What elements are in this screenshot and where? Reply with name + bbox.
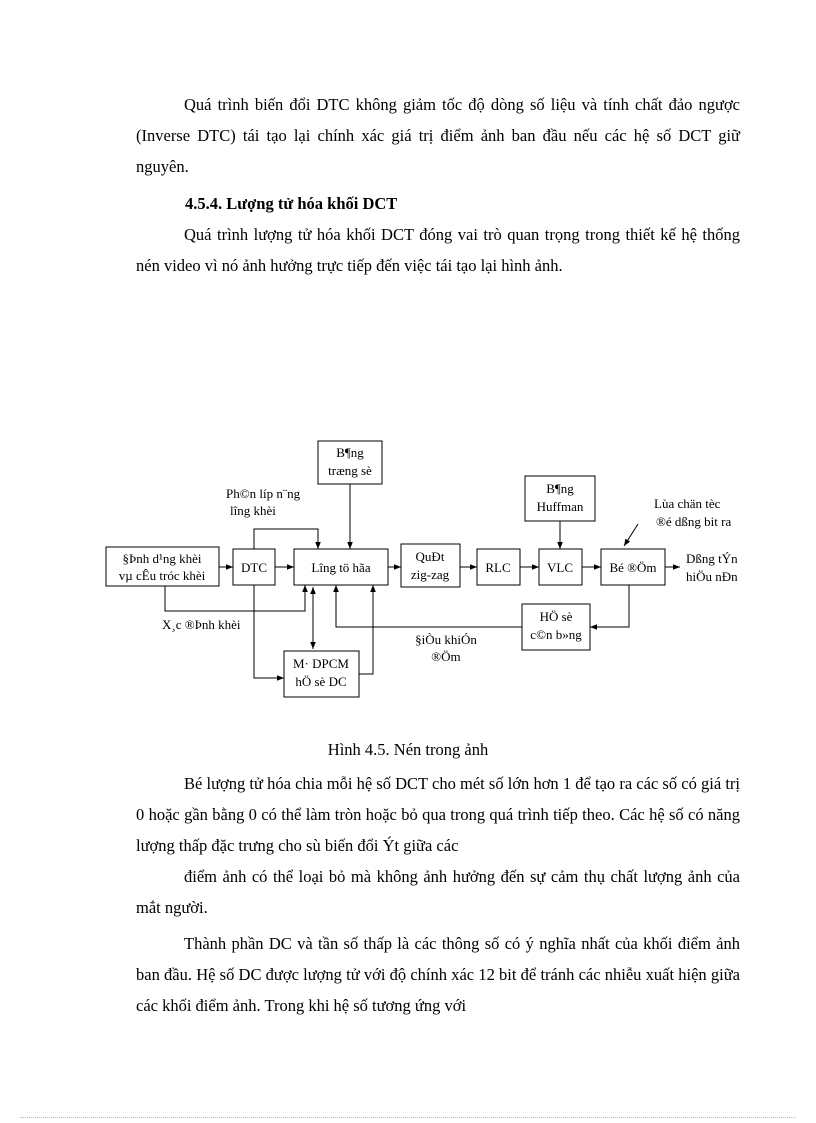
buffer-label: Bé ®Öm [609,560,657,575]
vlc-label: VLC [547,560,573,575]
section-heading: 4.5.4. Lượng tử hóa khối DCT [185,194,398,213]
arrow-block-class [254,529,318,549]
rlc-box [477,549,520,585]
arrow-dtc-dpcm [254,585,284,678]
vlc-box [539,549,582,585]
step-table-line2: træng sè [328,463,372,478]
block-class-line2: lîng khèi [230,503,276,518]
rlc-label: RLC [485,560,511,575]
zigzag-line1: QuÐt [415,549,445,564]
arrow-block-detect [165,585,305,611]
dtc-box [233,549,275,585]
output-line1: Dßng tÝn [686,551,738,566]
dpcm-box [284,651,359,697]
quantizer-box [294,549,388,585]
block-def-box [106,547,219,586]
step-table-box [318,441,382,484]
dpcm-line2: hÖ sè DC [295,674,347,689]
block-detect-label: X¸c ®Þnh khèi [162,617,241,632]
arrow-dpcm-feedback [359,585,373,674]
output-line2: hiÖu nÐn [686,569,738,584]
huffman-line2: Huffman [536,499,584,514]
page-footer-divider [20,1117,796,1118]
balance-line2: c©n b»ng [530,627,582,642]
buffer-box [601,549,665,585]
dtc-label: DTC [241,560,267,575]
paragraph-quantizer-detail: Bé lượng tử hóa chia mỗi hệ số DCT cho mét số lớn hơn 1 để tạo ra các số có giá trị 0 hoặc gần bằng 0 có thể làm tròn hoặc bỏ qua trong quá trình tiếp theo. Các hệ số có năng lượng thấp đặc trưng cho sù biến đổi Ýt giữa các [136,774,740,855]
huffman-table-box [525,476,595,521]
quantizer-label: Lîng tö hãa [311,560,371,575]
rate-choice-line1: Lùa chän tèc [654,496,721,511]
compression-block-diagram [0,430,816,710]
paragraph-intro: Quá trình biến đổi DTC không giảm tốc độ dòng số liệu và tính chất đảo ngược (Inverse DTC) tái tạo lại chính xác giá trị điểm ảnh ban đầu nếu các hệ số DCT giữ nguyên. [136,95,740,176]
arrow-rate-choice [624,524,638,546]
block-class-line1: Ph©n líp n¨ng [226,486,301,501]
paragraph-quantization: Quá trình lượng tử hóa khối DCT đóng vai trò quan trọng trong thiết kế hệ thống nén video vì nó ảnh hưởng trực tiếp đến việc tái tạo lại hình ảnh. [136,225,740,275]
step-table-line1: B¶ng [336,445,364,460]
dpcm-line1: M· DPCM [293,656,349,671]
zigzag-line2: zig-zag [410,567,450,582]
huffman-line1: B¶ng [546,481,574,496]
arrow-buffer-balance [590,585,629,627]
zigzag-box [401,544,460,587]
balance-coef-box [522,604,590,650]
figure-caption: Hình 4.5. Nén trong ảnh [327,740,489,759]
block-def-line1: §Þnh d¹ng khèi [122,551,202,566]
rate-choice-line2: ®é dßng bit ra [656,514,732,529]
buffer-control-line1: §iÒu khiÓn [415,632,477,647]
arrow-balance-quantizer [336,585,522,627]
buffer-control-line2: ®Öm [431,649,461,664]
block-def-line2: vµ cÊu tróc khèi [118,568,206,583]
paragraph-dc-component: Thành phần DC và tần số thấp là các thông số có ý nghĩa nhất của khối điểm ảnh ban đầu. Hệ số DC được lượng tử với độ chính xác 12 bit để tránh các nhiễu xuất hiện giữa các khối điểm ảnh. Trong khi hệ số tương ứng với [136,934,740,1015]
balance-line1: HÖ sè [539,609,573,624]
paragraph-quantizer-detail-cont: điểm ảnh có thể loại bỏ mà không ảnh hưởng đến sự cảm thụ chất lượng ảnh của mắt người. [136,867,740,917]
